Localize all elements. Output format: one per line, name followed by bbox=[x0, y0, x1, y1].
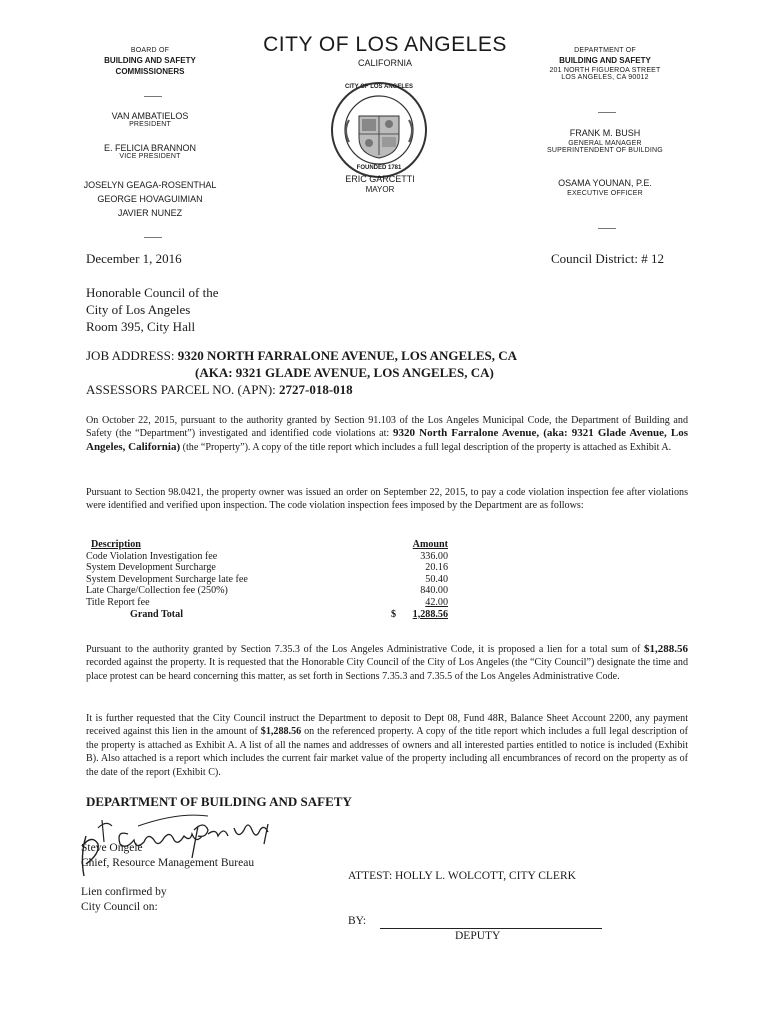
addressee-line: City of Los Angeles bbox=[86, 302, 191, 317]
board-name-1: BUILDING AND SAFETY bbox=[104, 56, 196, 65]
commissioner-name: JAVIER NUNEZ bbox=[117, 208, 183, 218]
signer-title: Chief, Resource Management Bureau bbox=[81, 857, 255, 869]
fees-table bbox=[86, 539, 456, 620]
commissioner-title: VICE PRESIDENT bbox=[119, 153, 181, 160]
p3-amount: $1,288.56 bbox=[644, 643, 688, 655]
gm-title-1: GENERAL MANAGER bbox=[568, 140, 642, 147]
p4-text: It is further requested that the City Council instruct the Department to deposit to Dept 08, Fund 48R, Balance Sheet Account 2200, any payment received against this lien in the amount of bbox=[86, 713, 688, 738]
fee-desc: Title Report fee bbox=[86, 596, 150, 608]
letter-date: December 1, 2016 bbox=[86, 251, 182, 266]
table-row bbox=[86, 562, 456, 574]
fee-desc: Code Violation Investigation fee bbox=[86, 550, 218, 562]
commissioner-title: PRESIDENT bbox=[129, 121, 171, 128]
divider bbox=[598, 112, 616, 113]
signer-name: Steve Ongele bbox=[81, 842, 143, 854]
fee-amount: 50.40 bbox=[425, 573, 448, 585]
job-address-label: JOB ADDRESS: bbox=[86, 348, 175, 363]
signer-block bbox=[81, 841, 254, 871]
job-address-value: 9320 NORTH FARRALONE AVENUE, LOS ANGELES, CA bbox=[177, 348, 518, 363]
table-row bbox=[86, 597, 456, 609]
table-row bbox=[86, 574, 456, 586]
p3-text-end: recorded against the property. It is requested that the Honorable City Council of the City of Los Angeles (the “City Council”) designate the time and place protest can be heard concerning this matter, as set forth in Sections 7.35.3 and 7.35.5 of the Los Angeles Administrative Code. bbox=[86, 657, 688, 682]
addressee-line: Honorable Council of the bbox=[86, 285, 219, 300]
mayor-name: ERIC GARCETTI bbox=[345, 174, 415, 184]
fee-desc: System Development Surcharge late fee bbox=[86, 573, 248, 585]
dept-signature-heading: DEPARTMENT OF BUILDING AND SAFETY bbox=[86, 794, 352, 809]
signature-line bbox=[380, 928, 602, 929]
fees-header-desc: Description bbox=[91, 539, 141, 550]
aka-line bbox=[86, 364, 706, 381]
grand-total-value: 1,288.56 bbox=[412, 608, 448, 620]
fee-desc: Late Charge/Collection fee (250%) bbox=[86, 585, 228, 597]
p1-address: 9320 North Farralone Avenue, (aka: 9321 Glade Avenue, Los Angeles, California) bbox=[86, 427, 688, 453]
fee-amount: 42.00 bbox=[425, 596, 448, 608]
addressee bbox=[86, 284, 219, 335]
dept-address-2: LOS ANGELES, CA 90012 bbox=[561, 74, 649, 81]
commissioner-name: JOSELYN GEAGA-ROSENTHAL bbox=[83, 180, 217, 190]
aka-value: (AKA: 9321 GLADE AVENUE, LOS ANGELES, CA) bbox=[195, 365, 494, 380]
state-label: CALIFORNIA bbox=[357, 58, 412, 68]
apn-line bbox=[86, 381, 706, 398]
paragraph-4 bbox=[86, 712, 688, 779]
lien-confirmed-block bbox=[81, 885, 167, 915]
divider bbox=[144, 96, 162, 97]
fee-amount: 336.00 bbox=[420, 550, 448, 562]
divider bbox=[598, 228, 616, 229]
table-row bbox=[86, 585, 456, 597]
fees-header bbox=[86, 539, 456, 551]
divider bbox=[144, 237, 162, 238]
paragraph-2: Pursuant to Section 98.0421, the property owner was issued an order on September 22, 2015, to pay a code violation inspection fee after violations were identified and verified upon inspection. The code violation inspection fees imposed by the Department are as follows: bbox=[86, 487, 688, 512]
gm-title-2: SUPERINTENDENT OF BUILDING bbox=[547, 147, 663, 154]
paragraph-1 bbox=[86, 414, 688, 454]
mayor-block bbox=[310, 174, 450, 194]
p1-text-end: (the “Property”). A copy of the title report which includes a full legal description of the property is attached as Exhibit A. bbox=[180, 441, 672, 453]
board-name-2: COMMISSIONERS bbox=[115, 67, 185, 76]
board-label: BOARD OF bbox=[130, 47, 170, 54]
general-manager-block bbox=[510, 128, 700, 154]
dept-label: DEPARTMENT OF bbox=[574, 47, 636, 54]
fees-header-amount: Amount bbox=[412, 539, 448, 550]
addressee-line: Room 395, City Hall bbox=[86, 319, 196, 334]
commissioner-name: E. FELICIA BRANNON bbox=[103, 143, 197, 153]
city-title: CITY OF LOS ANGELES bbox=[263, 33, 507, 56]
attest-line: ATTEST: HOLLY L. WOLCOTT, CITY CLERK bbox=[348, 870, 576, 882]
p4-amount: $1,288.56 bbox=[260, 726, 302, 738]
p1-text: On October 22, 2015, pursuant to the authority granted by Section 91.103 of the Los Angeles Municipal Code, the Department of Building and Safety (the “Department”) investigated and identified code violations at: bbox=[86, 415, 688, 440]
mayor-title: MAYOR bbox=[365, 185, 395, 194]
apn-label: ASSESSORS PARCEL NO. (APN): bbox=[86, 382, 276, 397]
dept-name: BUILDING AND SAFETY bbox=[559, 56, 651, 65]
fee-amount: 20.16 bbox=[425, 562, 448, 574]
eo-name: OSAMA YOUNAN, P.E. bbox=[558, 178, 652, 188]
commissioner-name: GEORGE HOVAGUIMIAN bbox=[97, 194, 203, 204]
seal-text-top: CITY OF LOS ANGELES bbox=[344, 84, 413, 90]
grand-total-label: Grand Total bbox=[130, 608, 184, 620]
gm-name: FRANK M. BUSH bbox=[569, 128, 641, 138]
lien-confirmed-line: City Council on: bbox=[81, 901, 158, 913]
apn-value: 2727-018-018 bbox=[279, 382, 353, 397]
p3-text: Pursuant to the authority granted by Section 7.35.3 of the Los Angeles Administrative Code, it is proposed a lien for a total sum of bbox=[86, 644, 644, 655]
commissioner-president bbox=[60, 111, 240, 128]
commissioner-name: VAN AMBATIELOS bbox=[111, 111, 189, 121]
council-district: Council District: # 12 bbox=[550, 251, 664, 266]
lien-confirmed-line: Lien confirmed by bbox=[81, 886, 167, 898]
fee-amount: 840.00 bbox=[420, 585, 448, 597]
eo-title: EXECUTIVE OFFICER bbox=[567, 190, 643, 197]
grand-total-currency: $ bbox=[391, 608, 397, 620]
paragraph-3 bbox=[86, 643, 688, 683]
table-row bbox=[86, 551, 456, 563]
deputy-label: DEPUTY bbox=[455, 930, 501, 942]
grand-total-row bbox=[86, 609, 456, 621]
commissioner-vice-president bbox=[60, 143, 240, 160]
by-label: BY: bbox=[348, 915, 367, 927]
dept-address-1: 201 NORTH FIGUEROA STREET bbox=[549, 67, 661, 74]
job-address-line bbox=[86, 347, 706, 364]
executive-officer-block bbox=[510, 178, 700, 197]
job-address-block bbox=[86, 347, 706, 398]
p4-text-end: on the referenced property. A copy of the title report which includes a full legal description of the property is attached as Exhibit A. A list of all the names and addresses of owners and all interested parties entitled to notice is included (Exhibit B). Also attached is a report which includes the current fair market value of the property including all encumbrances of record on the property as of the date of the report (Exhibit C). bbox=[86, 726, 688, 778]
fee-desc: System Development Surcharge bbox=[86, 562, 216, 574]
commissioner-list bbox=[50, 178, 250, 220]
seal-text-bottom: FOUNDED 1781 bbox=[356, 165, 402, 171]
department-block bbox=[520, 47, 690, 81]
board-block bbox=[70, 47, 230, 76]
